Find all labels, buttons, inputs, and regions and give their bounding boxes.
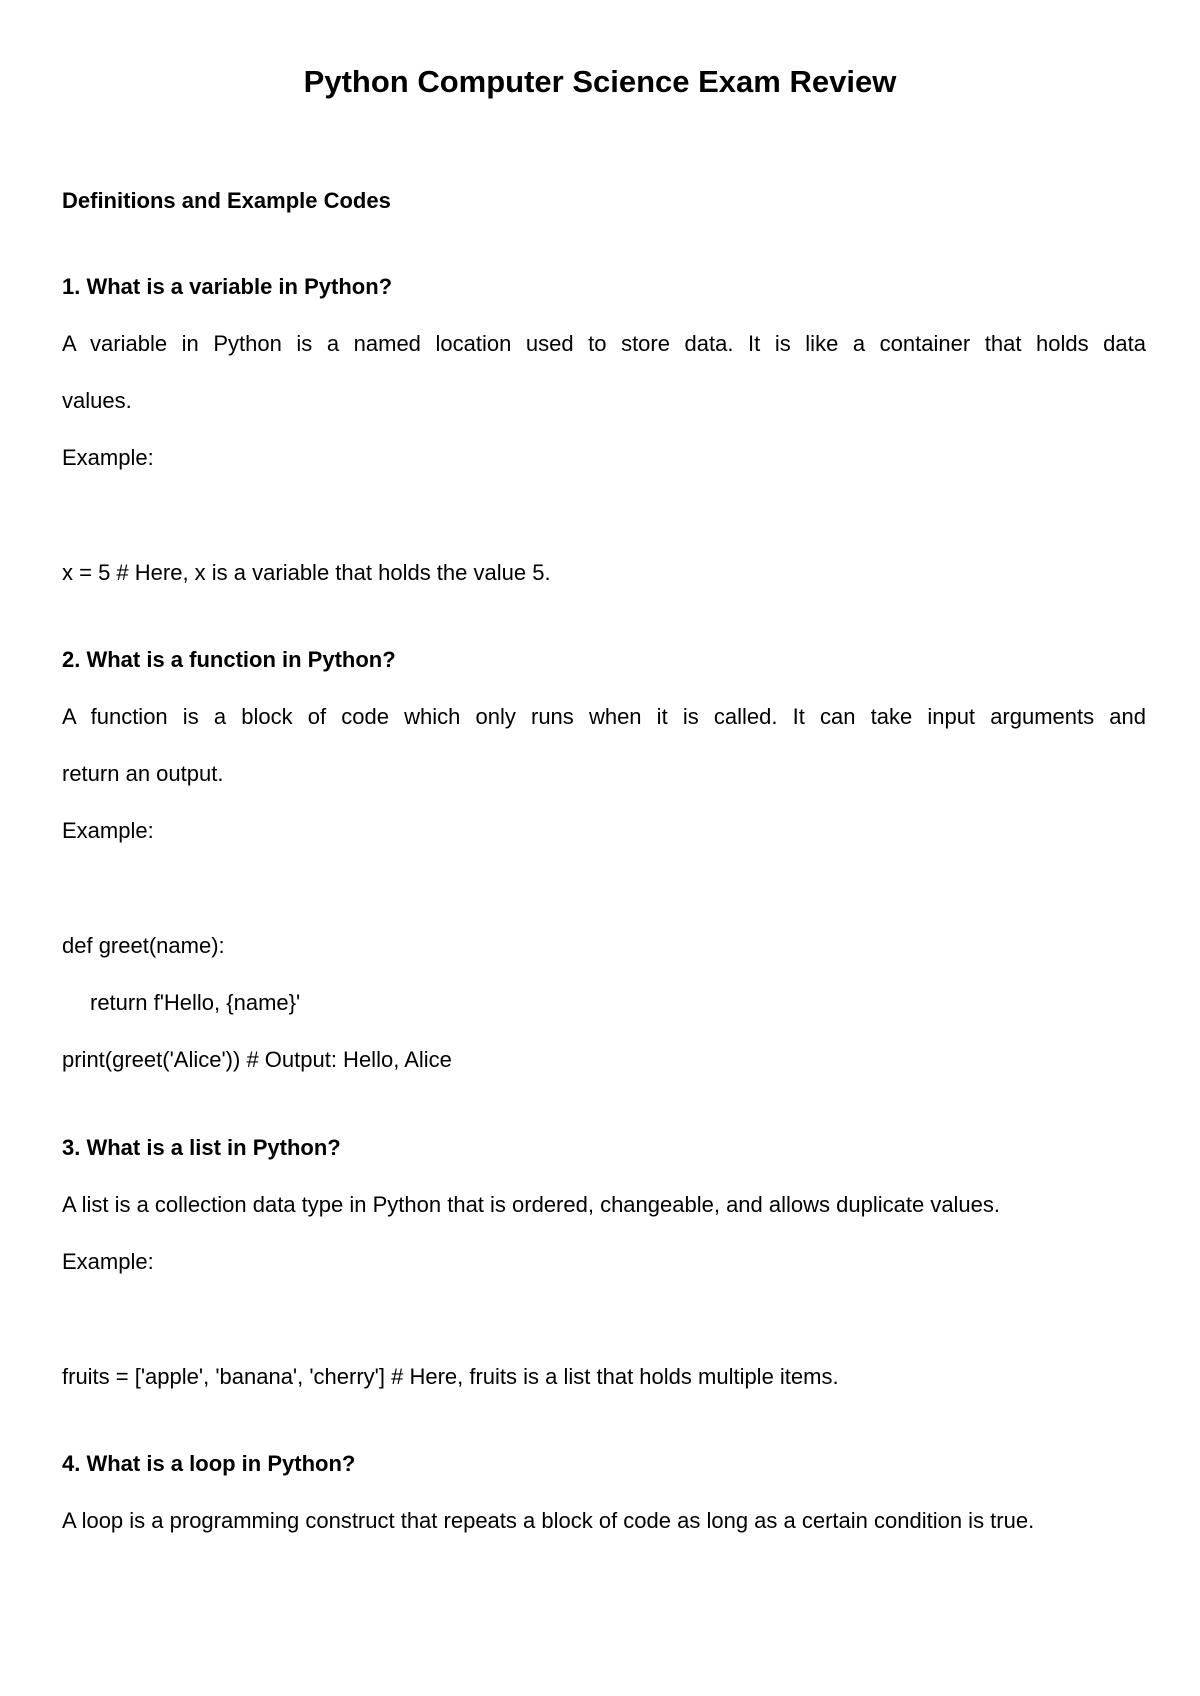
section-heading: Definitions and Example Codes <box>62 188 391 213</box>
question-2-code-line-3: print(greet('Alice')) # Output: Hello, Alice <box>62 1047 452 1072</box>
question-4-heading: 4. What is a loop in Python? <box>62 1451 356 1476</box>
question-2-example-label: Example: <box>62 818 154 843</box>
question-3-example-label: Example: <box>62 1249 154 1274</box>
question-1-example-label: Example: <box>62 445 154 470</box>
question-2-code-line-1: def greet(name): <box>62 933 225 958</box>
question-3-answer-line-1: A list is a collection data type in Python that is ordered, changeable, and allows duplicate values. <box>62 1192 1001 1217</box>
question-1-heading: 1. What is a variable in Python? <box>62 274 393 299</box>
question-3-code-line-1: fruits = ['apple', 'banana', 'cherry'] # Here, fruits is a list that holds multiple items. <box>62 1364 839 1389</box>
question-3-heading: 3. What is a list in Python? <box>62 1135 341 1160</box>
question-1-answer-line-2: values. <box>62 388 132 413</box>
document-title: Python Computer Science Exam Review <box>303 64 897 99</box>
question-1-answer-line-1: A variable in Python is a named location used to store data. It is like a container that holds data <box>62 331 1146 356</box>
question-2-heading: 2. What is a function in Python? <box>62 647 396 672</box>
question-2-answer-line-2: return an output. <box>62 761 224 786</box>
question-1-code-line-1: x = 5 # Here, x is a variable that holds the value 5. <box>62 560 551 585</box>
question-4-answer-line-1: A loop is a programming construct that repeats a block of code as long as a certain condition is true. <box>62 1508 1035 1533</box>
question-2-answer-line-1: A function is a block of code which only runs when it is called. It can take input arguments and <box>62 704 1146 729</box>
question-2-code-line-2: return f'Hello, {name}' <box>90 990 301 1015</box>
